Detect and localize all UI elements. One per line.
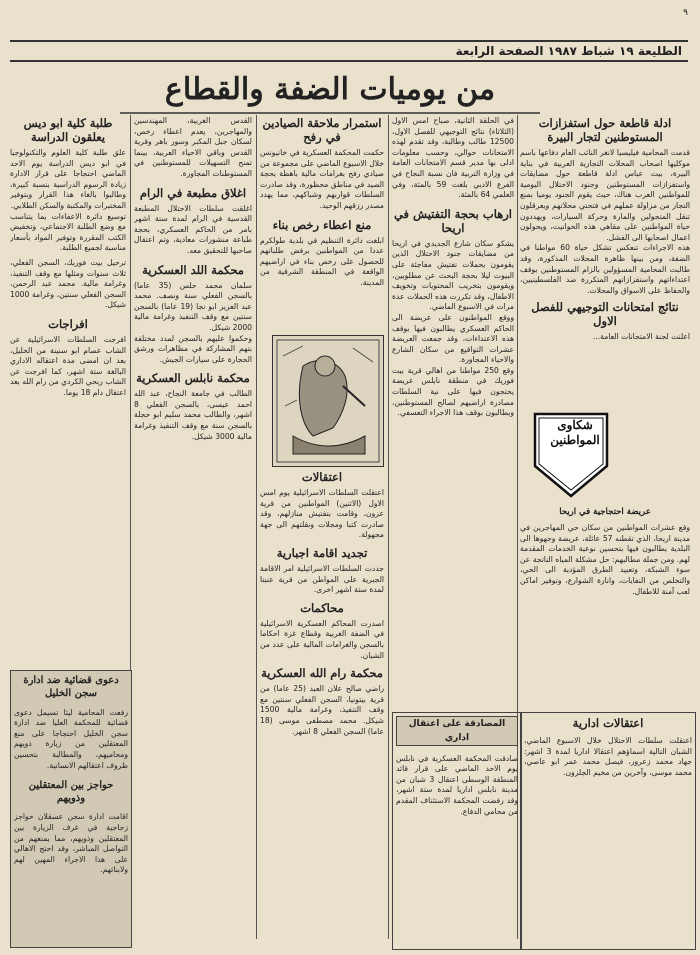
article-text: وقع 250 مواطنا من اهالي قرية بيت فوريك في منطقة نابلس عريضة يحتجون فيها على نية السلطات مصادرة اراضيهم لصالح المستوطنين، ويطالبون بوقف هذا الاجراء التعسفي.	[392, 365, 514, 418]
article-text: القدس الغربية، المهندسين والمهاجرين، يعدم اعطاء رخص، لسكان جبل المكبر وسور باهر وقرية القدس وباقي الاحياء العربية، بينما تمنح التسهيلات للمستوطنين في المستوطنات المجاورة.	[134, 116, 252, 178]
article-text: جددت السلطات الاسرائيلية امر الاقامة الجبرية على المواطن من قرية عنبتا لمدة ستة اشهر اخرى.	[260, 563, 384, 595]
article-text: اغلقت سلطات الاحتلال المطبعة القدسية في الرام لمدة ستة اشهر بامر من الحاكم العسكري، بحجة طباعة منشورات معادية، وتم اعتقال صاحبها للتحقيق معه.	[134, 203, 252, 255]
illustration-figure	[272, 335, 384, 467]
detention-approval-box	[392, 712, 522, 950]
article-text: رفعت المحامية ليئا تسيمل دعوى قضائية للمحكمة العليا ضد ادارة سجن الخليل احتجاجا على منع المعتقلين من زيارة ذويهم ومحاميهم، والمطالبة بتحسين ظروف اعتقالهم الانسانية.	[14, 707, 128, 770]
headline: تجديد اقامة اجبارية	[276, 545, 368, 560]
article-text: وقع عشرات المواطنين من سكان حي المهاجرين في مدينة اريحا، الذي تقطنه 57 عائلة، عريضة وجهوها الى البلدية يطالبون فيها بتحسين نوعية الخدمات المقدمة لهم. ومن جملة مطالبهم: حل مشكلة المياه الناتجة عن سوء الشبكة، وتعبيد الطرق المؤدية الى الحي، والتخلص من النفايات، وانارة الشوارع، وتوفير اماكن لعب آمنة للاطفال.	[520, 523, 690, 596]
article-text: هذه الاجراءات تنعكس تشكل حياة 60 مواطنا في الضفة، ومن بينها ظاهرة المحلات المذكورة، وقد طالبت المحامية المسؤولين بالزام المستوطنين بوقف اعتداءاتهم واستفزازاتهم المتكررة ضد الفلسطينيين، والحفاظ على الاسواق والمحلات.	[520, 243, 690, 295]
article-text: ووقع المواطنون على عريضة الى الحاكم العسكري يطالبون فيها بوقف هذه الاعتداءات، وقد جمعت العريضة عشرات التواقيع من سكان الشارع والاحياء المجاورة.	[392, 312, 514, 365]
headline: اغلاق مطبعة في الرام	[139, 185, 247, 200]
article-text: اقامت ادارة سجن عسقلان حواجز زجاجية في غرف الزيارة بين المعتقلين وذويهم، مما يمنعهم من التواصل المباشر، وقد احتج الاهالي على هذا الاجراء المهين لهم ولابنائهم.	[14, 812, 128, 875]
column-rule	[388, 115, 389, 939]
article-text: اعتقلت سلطات الاحتلال خلال الاسبوع الماضي، الشبان التالية اسماؤهم اعتقالا اداريا لمدة 3 اشهر: جهاد محمد زعرور، فيصل محمد عمر ابو عاصي، محمد موسى، وآخرين من مخيم الجلزون.	[524, 736, 692, 777]
article-text: ابلغت دائرة التنظيم في بلدية طولكرم عددا من المواطنين برفض طلباتهم للحصول على رخص بناء في اراضيهم الواقعة في المنطقة الشرقية من المدينة.	[260, 235, 384, 287]
article-text: صادقت المحكمة العسكرية في نابلس يوم الاحد الماضي على قرار قائد المنطقة الوسطى اعتقال 3 شبان من مدينة نابلس اداريا لمدة ستة اشهر، وقد رفضت المحكمة الاستئناف المقدم من محامي الدفاع.	[396, 753, 518, 816]
headline: استمرار ملاحقة الصيادين في رفح	[262, 116, 382, 144]
headline: محاكمات	[300, 600, 344, 615]
headline: ادلة قاطعة حول استفزازات المستوطنين لتجار البيرة	[538, 116, 672, 144]
headline: اعتقالات ادارية	[572, 716, 644, 730]
article-text: في الحلقة الثانية، صباح امس الاول (الثلاثاء) نتائج التوجيهي للفصل الاول، 12500 طالب وطالبة، وقد تقدم لهذه الامتحانات حوالي، وحسب معلومات ادلى بها مدير قسم الامتحانات العامة في وزارة التربية فان نسبة النجاح في الفرع الادبي بلغت 59 بالمئة، وفي العلمي 64 بالمئة.	[392, 116, 514, 200]
headline: منع اعطاء رخص بناء	[272, 217, 372, 232]
article-column-left-mid	[134, 116, 252, 942]
article-text: افرجت السلطات الاسرائيلية عن الشاب عصام ابو سنينة من الخليل، بعد ان امضى مدة اعتقاله الاداري البالغة ستة اشهر، كما افرجت عن الشاب ربحي الكردي من رام الله بعد اعتقال دام 18 يوما.	[10, 334, 126, 397]
headline: اعتقالات	[301, 470, 343, 484]
article-text: قدمت المحامية فيليسيا لانغر النائب العام دفاعها باسم موكليها اصحاب المحلات التجارية العربية في بناية البيرة، بيت عباس ادلة قاطعة حول مضايقات واستفزازات المستوطنين وجنود الاحتلال اليومية للمواطنين العرب هناك، حيث يقوم الجنود يوميا بمنع التجار من مزاولة عملهم في فتحتي محلاتهم ويعرقلون تنقل المتجولين والمارة وحركة السيارات، ويهددون حياة المواطنين على مقاهي هذه الحوانيت، ويحولون اعمال اصحابها الى الفشل.	[520, 148, 690, 242]
article-column-mid-lower	[260, 470, 384, 940]
running-header-text: الطليعة ١٩ شباط ١٩٨٧ الصفحة الرابعة	[455, 44, 682, 58]
headline: محكمة رام الله العسكرية	[261, 666, 383, 681]
article-text: وحكموا عليهم بالسجن لمدد مختلفة بتهم المشاركة في مظاهرات ورشق الحجارة على سيارات الجيش.	[134, 333, 252, 364]
column-rule	[256, 115, 257, 939]
headline: دعوى قضائية ضد ادارة سجن الخليل	[23, 675, 119, 699]
article-text: اعلنت لجنة الامتحانات العامة...	[592, 332, 690, 342]
page-number: ٩	[683, 8, 688, 18]
article-column-left	[10, 116, 126, 656]
article-text: توسيع دائرة الاعفاءات بما يتناسب مع وضع الطلبة الاجتماعي، وتخفيض الكتب المقررة وتوفير المواد بأسعار مناسبة لجميع الطلبة.	[10, 211, 126, 253]
article-text: علق طلبة كلية العلوم والتكنولوجيا في ابو ديس الدراسة يوم الاحد الماضي احتجاجا على قرار الادارة زيادة الرسوم الدراسية بنسبة كبيرة، وطالبوا بالغاء هذا القرار وبتوفير المختبرات والمكتبة والسكن الطلابي.	[10, 148, 126, 210]
article-text: اصدرت المحاكم العسكرية الاسرائيلية في الضفة الغربية وقطاع غزة احكاما بالسجن والغرامات المالية على عدد من الشبان.	[260, 618, 384, 660]
hebron-prison-box	[10, 670, 132, 948]
caption: عريضة احتجاجية في اريحا	[559, 507, 651, 517]
section-masthead: من يوميات الضفة والقطاع	[164, 72, 496, 107]
article-text: الطالب في جامعة النجاح، عبد الله احمد عيسى، بالسجن الفعلي 8 اشهر، والطالب محمد سليم ابو حجلة بالسجن سنة مع وقف التنفيذ وغرامة مالية 3000 شيكل.	[134, 389, 252, 441]
headline: حواجز بين المعتقلين وذويهم	[28, 779, 114, 804]
article-text: ترحيل بيت فوريك، السجن الفعلي، ثلاث سنوات ومثلها مع وقف التنفيذ، وغرامة مالية. محمد عبد الرحمن، السجن الفعلي سنتين، وغرامة 1000 شيكل.	[10, 257, 126, 310]
article-column-right	[520, 116, 690, 406]
headline: محكمة نابلس العسكرية	[136, 371, 250, 386]
article-text: يشكو سكان شارع الجديدي في اريحا من مضايقات جنود الاحتلال الذين يقومون بحملات تفتيش مفاجئة على البيوت ليلا بحجة البحث عن مطلوبين، ويقومون بتخريب المحتويات وتخويف الاطفال، وقد تكررت هذه الحملات عدة مرات في الاسبوع الماضي.	[392, 238, 514, 312]
complaints-box-title: شكاوى المواطنين	[550, 418, 600, 447]
article-column-mid	[260, 116, 384, 328]
running-header	[10, 40, 688, 62]
headline: افراجات	[48, 316, 88, 331]
article-column-right-mid	[392, 116, 514, 711]
headline: المصادقة على اعتقال اداري	[396, 716, 518, 746]
headline: طلبة كلية ابو ديس يعلقون الدراسة	[23, 116, 113, 144]
headline: محكمة اللد العسكرية	[142, 262, 244, 277]
article-text: سلمان محمد حلس (35 عاما) بالسجن الفعلي سنة ونصف. محمد عبد العزيز ابو نجا (19 عاما) بالسجن سنتين مع وقف التنفيذ وغرامة مالية 2000 شيكل.	[134, 280, 252, 332]
article-text: اعتقلت السلطات الاسرائيلية يوم امس الاول (الاثنين) المواطنين من قرية عزون، وقامت بتفتيش منازلهم، وقد صادرت كتبا ومجلات ونقلتهم الى جهة مجهولة.	[260, 488, 384, 540]
article-text: راضي صالح علان العبد (25 عاما) من قرية بيتونيا، السجن الفعلي سنتين مع وقف التنفيذ، وغرامة مالية 1500 شيكل. محمد مصطفى موسى (18 عاما) السجن الفعلي 8 اشهر.	[260, 684, 384, 736]
article-text: حكمت المحكمة العسكرية في خانيونس خلال الاسبوع الماضي على مجموعة من صيادي رفح بغرامات مالية باهظة بحجة الصيد في مناطق محظورة، وقد صادرت السلطات قواربهم وشباكهم، مما يهدد مصدر رزقهم الوحيد.	[260, 148, 384, 210]
headline: نتائج امتحانات التوجيهي للفصل الاول	[531, 300, 679, 329]
article-column-right-lower	[520, 505, 690, 705]
admin-detention-box	[520, 712, 696, 950]
headline: ارهاب بحجة التفتيش في اريحا	[393, 206, 513, 235]
